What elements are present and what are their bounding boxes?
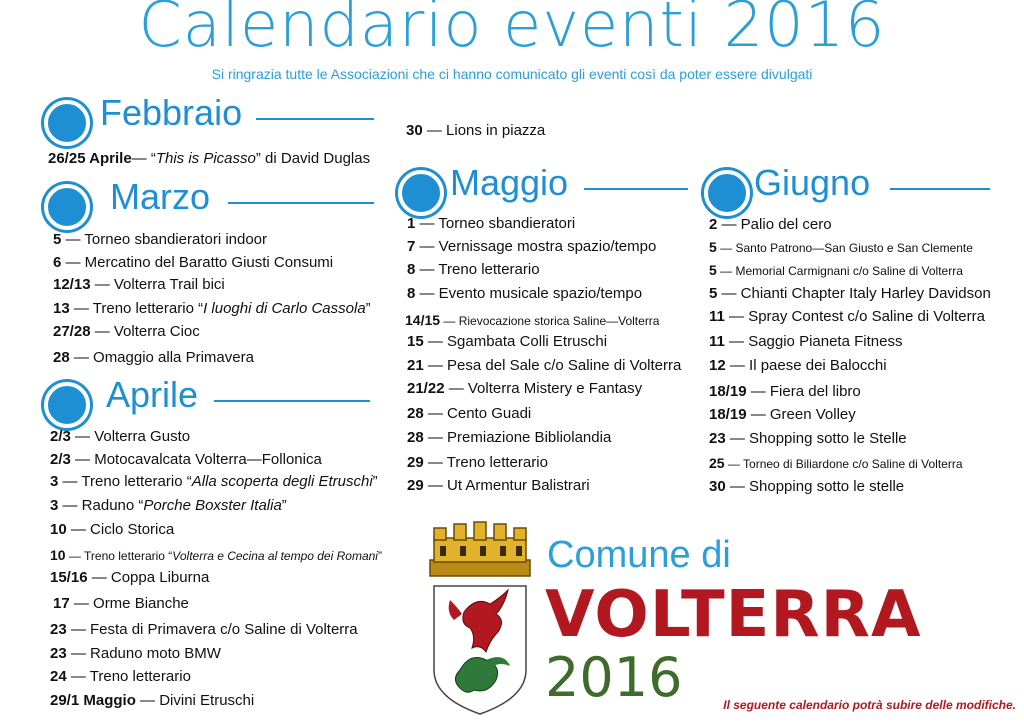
- event-item: 5 — Torneo sbandieratori indoor: [53, 231, 268, 248]
- year-label: 2016: [545, 646, 683, 709]
- divider: [228, 202, 374, 204]
- month-giugno-heading: [704, 162, 1004, 212]
- event-item: 2/3 — Motocavalcata Volterra—Follonica: [50, 451, 322, 468]
- event-item: 23 — Festa di Primavera c/o Saline di Volterra: [50, 621, 358, 638]
- coat-of-arms-icon: [424, 520, 536, 720]
- city-name: VOLTERRA: [545, 578, 922, 652]
- divider: [256, 118, 374, 120]
- divider: [214, 400, 370, 402]
- month-label: Marzo: [110, 176, 211, 217]
- circle-bullet-icon: [44, 100, 90, 146]
- event-item: 14/15 — Rievocazione storica Saline—Volterra: [405, 312, 660, 328]
- event-item: 28 — Cento Guadi: [407, 405, 532, 422]
- event-item: 26/25 Aprile— “This is Picasso” di David Duglas: [48, 150, 371, 167]
- event-item: 13 — Treno letterario “I luoghi di Carlo Cassola”: [53, 300, 371, 317]
- event-item: 5 — Memorial Carmignani c/o Saline di Volterra: [709, 262, 963, 278]
- event-item: 30 — Lions in piazza: [406, 122, 546, 139]
- circle-bullet-icon: [44, 382, 90, 428]
- event-item: 3 — Treno letterario “Alla scoperta degli Etruschi”: [50, 473, 378, 490]
- event-item: 12 — Il paese dei Balocchi: [709, 357, 887, 374]
- event-item: 17 — Orme Bianche: [53, 595, 189, 612]
- disclaimer-note: Il seguente calendario potrà subire delle modifiche.: [723, 698, 1016, 712]
- event-item: 21/22 — Volterra Mistery e Fantasy: [407, 380, 643, 397]
- event-item: 27/28 — Volterra Cioc: [53, 323, 200, 340]
- page-title: Calendario eventi 2016: [138, 0, 886, 61]
- page-subtitle: Si ringrazia tutte le Associazioni che ci hanno comunicato gli eventi così da poter essere divulgati: [211, 66, 813, 82]
- event-item: 2 — Palio del cero: [709, 216, 832, 233]
- event-item: 11 — Saggio Pianeta Fitness: [709, 333, 903, 350]
- month-label: Febbraio: [100, 92, 243, 133]
- event-item: 15/16 — Coppa Liburna: [50, 569, 210, 586]
- event-item: 25 — Torneo di Biliardone c/o Saline di Volterra: [709, 455, 963, 471]
- event-item: 10 — Treno letterario “Volterra e Cecina al tempo dei Romani”: [50, 547, 382, 563]
- event-item: 12/13 — Volterra Trail bici: [53, 276, 225, 293]
- event-item: 29 — Treno letterario: [407, 454, 548, 471]
- month-marzo-heading: [44, 176, 376, 226]
- divider: [584, 188, 688, 190]
- event-item: 3 — Raduno “Porche Boxster Italia”: [50, 497, 287, 514]
- event-item: 24 — Treno letterario: [50, 668, 191, 685]
- event-item: 28 — Omaggio alla Primavera: [53, 349, 254, 366]
- month-maggio-heading: [398, 162, 698, 212]
- event-item: 28 — Premiazione Bibliolandia: [407, 429, 612, 446]
- event-item: 18/19 — Fiera del libro: [709, 383, 861, 400]
- circle-bullet-icon: [704, 170, 750, 216]
- event-item: 6 — Mercatino del Baratto Giusti Consumi: [53, 254, 334, 271]
- event-item: 23 — Shopping sotto le Stelle: [709, 430, 907, 447]
- month-label: Maggio: [450, 162, 569, 203]
- event-item: 10 — Ciclo Storica: [50, 521, 175, 538]
- month-febbraio-heading: [44, 92, 376, 142]
- event-item: 29 — Ut Armentur Balistrari: [407, 477, 590, 494]
- event-item: 8 — Evento musicale spazio/tempo: [407, 285, 643, 302]
- divider: [890, 188, 990, 190]
- comune-label: Comune di: [547, 534, 731, 576]
- month-aprile-heading: [44, 374, 376, 424]
- event-item: 7 — Vernissage mostra spazio/tempo: [407, 238, 657, 255]
- event-item: 18/19 — Green Volley: [709, 406, 856, 423]
- event-item: 8 — Treno letterario: [407, 261, 540, 278]
- event-item: 11 — Spray Contest c/o Saline di Volterra: [709, 308, 985, 325]
- month-label: Giugno: [754, 162, 871, 203]
- event-item: 30 — Shopping sotto le stelle: [709, 478, 905, 495]
- event-item: 23 — Raduno moto BMW: [50, 645, 221, 662]
- event-item: 21 — Pesa del Sale c/o Saline di Volterra: [407, 357, 682, 374]
- event-item: 15 — Sgambata Colli Etruschi: [407, 333, 608, 350]
- circle-bullet-icon: [398, 170, 444, 216]
- circle-bullet-icon: [44, 184, 90, 230]
- event-item: 2/3 — Volterra Gusto: [50, 428, 191, 445]
- event-item: 5 — Santo Patrono—San Giusto e San Clemente: [709, 239, 973, 255]
- month-label: Aprile: [106, 374, 199, 415]
- event-item: 29/1 Maggio — Divini Etruschi: [50, 692, 255, 709]
- event-item: 5 — Chianti Chapter Italy Harley Davidson: [709, 285, 991, 302]
- event-item: 1 — Torneo sbandieratori: [407, 215, 576, 232]
